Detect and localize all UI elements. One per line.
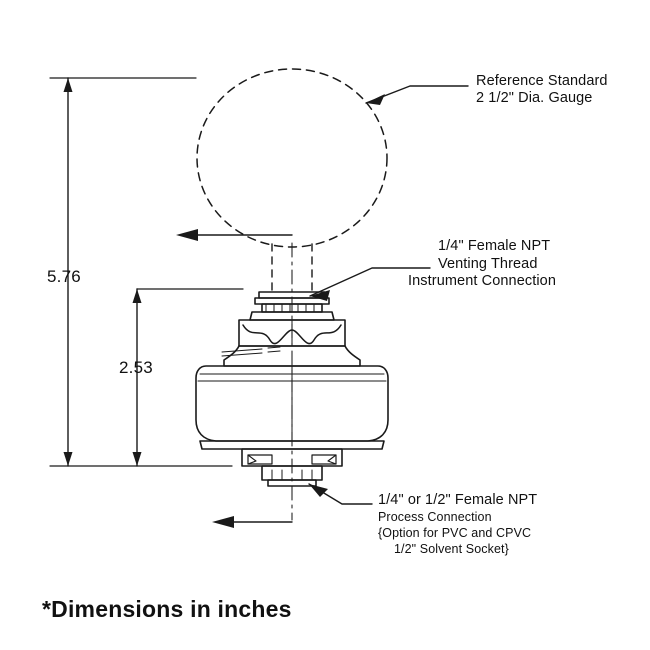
dimension-label-body-height: 2.53: [119, 358, 153, 377]
callout-process-connection-line2: Process Connection: [378, 510, 492, 524]
callout-instrument-connection-line1: 1/4" Female NPT: [438, 238, 551, 254]
dimension-label-overall-height: 5.76: [47, 267, 81, 286]
leader-reference-standard: [366, 86, 468, 105]
leader-process-connection: [309, 484, 372, 504]
callout-reference-standard-line2: 2 1/2" Dia. Gauge: [476, 90, 593, 106]
process-connection-arrow: [212, 516, 292, 528]
callout-process-connection-line1: 1/4" or 1/2" Female NPT: [378, 492, 538, 508]
callout-reference-standard-line1: Reference Standard: [476, 73, 608, 89]
venting-thread-arrow: [176, 229, 292, 241]
callout-instrument-connection-line3: Instrument Connection: [408, 273, 556, 289]
callout-instrument-connection-line2: Venting Thread: [438, 256, 538, 272]
callout-process-connection-line4: 1/2" Solvent Socket}: [394, 542, 509, 556]
callout-process-connection-line3: {Option for PVC and CPVC: [378, 526, 532, 540]
diaphragm-seal-part: [196, 292, 388, 486]
dimensions-units-note: *Dimensions in inches: [42, 596, 292, 622]
